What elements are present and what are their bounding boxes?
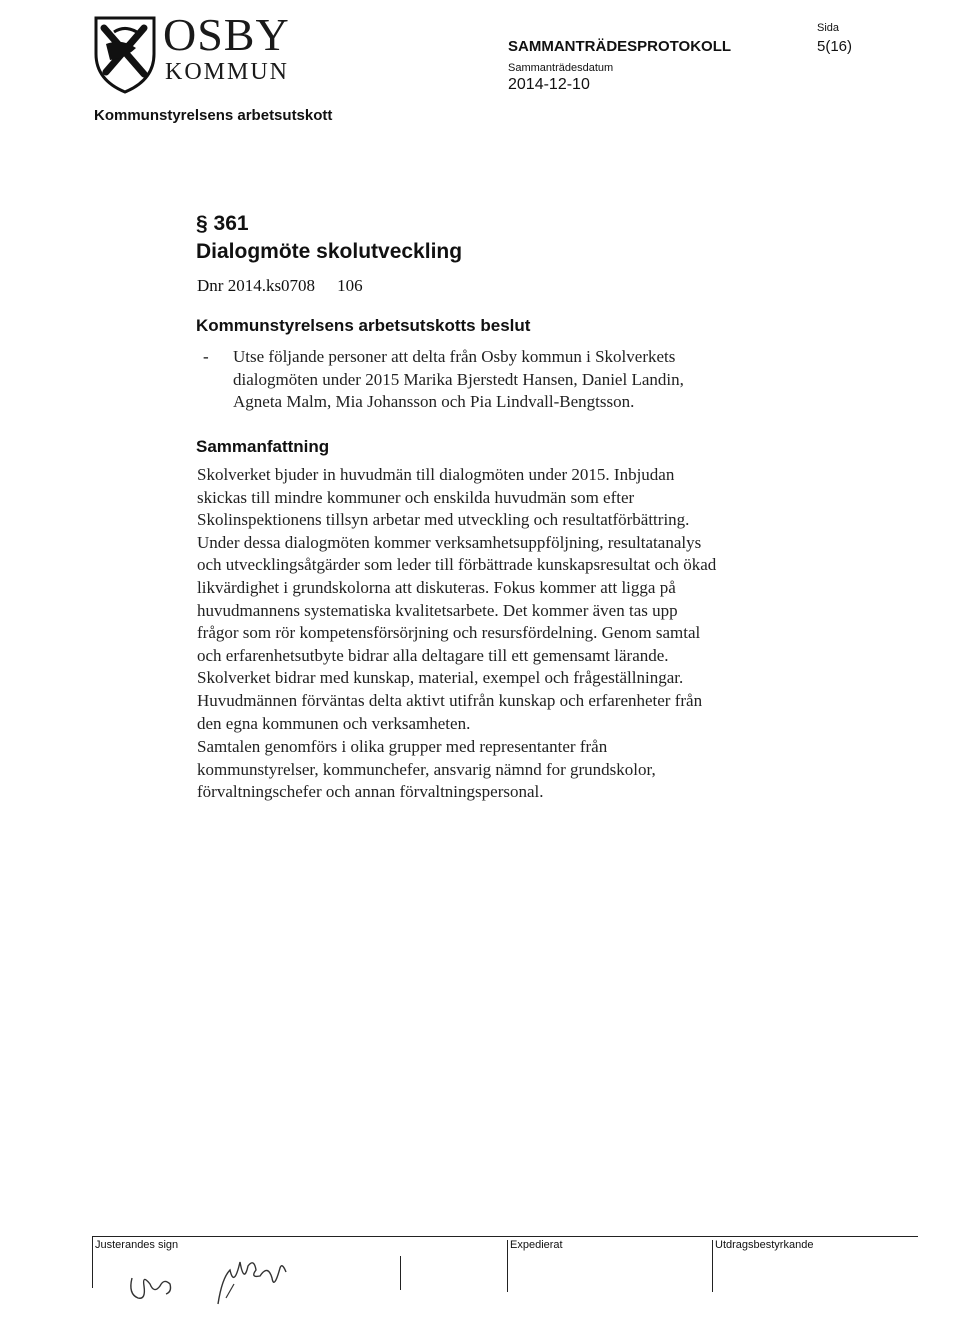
logo-wordmark-kommun: KOMMUN: [165, 59, 290, 85]
decision-line: Utse följande personer att delta från Osby kommun i Skolverkets: [233, 347, 676, 366]
footer-divider: [712, 1240, 713, 1292]
summary-line: Skolinspektionens tillsyn arbetar med utveckling och resultatförbättring.: [197, 510, 690, 530]
expedierat-label: Expedierat: [510, 1239, 563, 1251]
summary-line: huvudmannens systematiska kvalitetsarbete. Det kommer även tas upp: [197, 600, 678, 620]
signature-footer: [92, 1236, 918, 1322]
osby-coat-of-arms-logo: [92, 14, 158, 94]
footer-divider: [507, 1240, 508, 1292]
footer-rule: [92, 1236, 918, 1237]
justerandes-sign-label: Justerandes sign: [95, 1239, 179, 1251]
summary-heading: Sammanfattning: [196, 437, 330, 456]
page-number: 5(16): [817, 38, 853, 55]
summary-line: skickas till mindre kommuner och enskilda huvudmän som efter: [197, 487, 635, 507]
diary-number-label: Dnr 2014.ks0708: [197, 276, 316, 295]
summary-line: kommunstyrelser, kommunchefer, ansvarig nämnd for grundskolor,: [197, 759, 656, 779]
section-number: § 361: [196, 212, 249, 235]
section-title: Dialogmöte skolutveckling: [196, 240, 463, 263]
meeting-date-value: 2014-12-10: [508, 76, 590, 93]
summary-paragraph-1: [197, 464, 797, 735]
utdragsbestyrkande-label: Utdragsbestyrkande: [715, 1239, 814, 1251]
summary-line: Huvudmännen förväntas delta aktivt utifrån kunskap och erfarenheter från: [197, 690, 703, 710]
decision-line: Agneta Malm, Mia Johansson och Pia Lindvall-Bengtsson.: [233, 392, 635, 411]
diary-number: [197, 276, 363, 296]
footer-divider: [92, 1236, 93, 1288]
summary-line: och utvecklingsåtgärder som leder till förbättrade kunskapsresultat och ökad: [197, 555, 717, 575]
decision-line: dialogmöten under 2015 Marika Bjerstedt Hansen, Daniel Landin,: [233, 369, 684, 389]
summary-line: den egna kommunen och verksamheten.: [197, 713, 471, 733]
summary-line: förvaltningschefer och annan förvaltningspersonal.: [197, 782, 544, 802]
summary-line: Samtalen genomförs i olika grupper med representanter från: [197, 737, 608, 756]
logo-wordmark-osby: OSBY: [163, 9, 290, 60]
page-label: Sida: [817, 22, 840, 34]
summary-line: Skolverket bidrar med kunskap, material, exempel och frågeställningar.: [197, 668, 684, 688]
decision-heading: Kommunstyrelsens arbetsutskotts beslut: [196, 316, 531, 335]
summary-line: likvärdighet i grundskolorna att diskuteras. Fokus kommer att ligga på: [197, 577, 676, 597]
handwritten-signatures: [122, 1248, 322, 1308]
summary-line: Under dessa dialogmöten kommer verksamhetsuppföljning, resultatanalys: [197, 532, 702, 552]
decision-bullet: -: [203, 347, 209, 366]
document-type: SAMMANTRÄDESPROTOKOLL: [508, 38, 732, 55]
diary-number-code: 106: [337, 276, 363, 295]
summary-line: och erfarenhetsutbyte bidrar alla deltagare till ett gemensamt lärande.: [197, 645, 669, 665]
decision-text: [233, 346, 753, 414]
meeting-date-label: Sammanträdesdatum: [508, 62, 614, 74]
committee-name: Kommunstyrelsens arbetsutskott: [94, 107, 333, 124]
summary-line: Skolverket bjuder in huvudmän till dialogmöten under 2015. Inbjudan: [197, 465, 675, 484]
footer-divider: [400, 1256, 401, 1290]
summary-paragraph-2: [197, 736, 757, 804]
summary-line: frågor som rör kompetensförsörjning och resursfördelning. Genom samtal: [197, 623, 701, 643]
